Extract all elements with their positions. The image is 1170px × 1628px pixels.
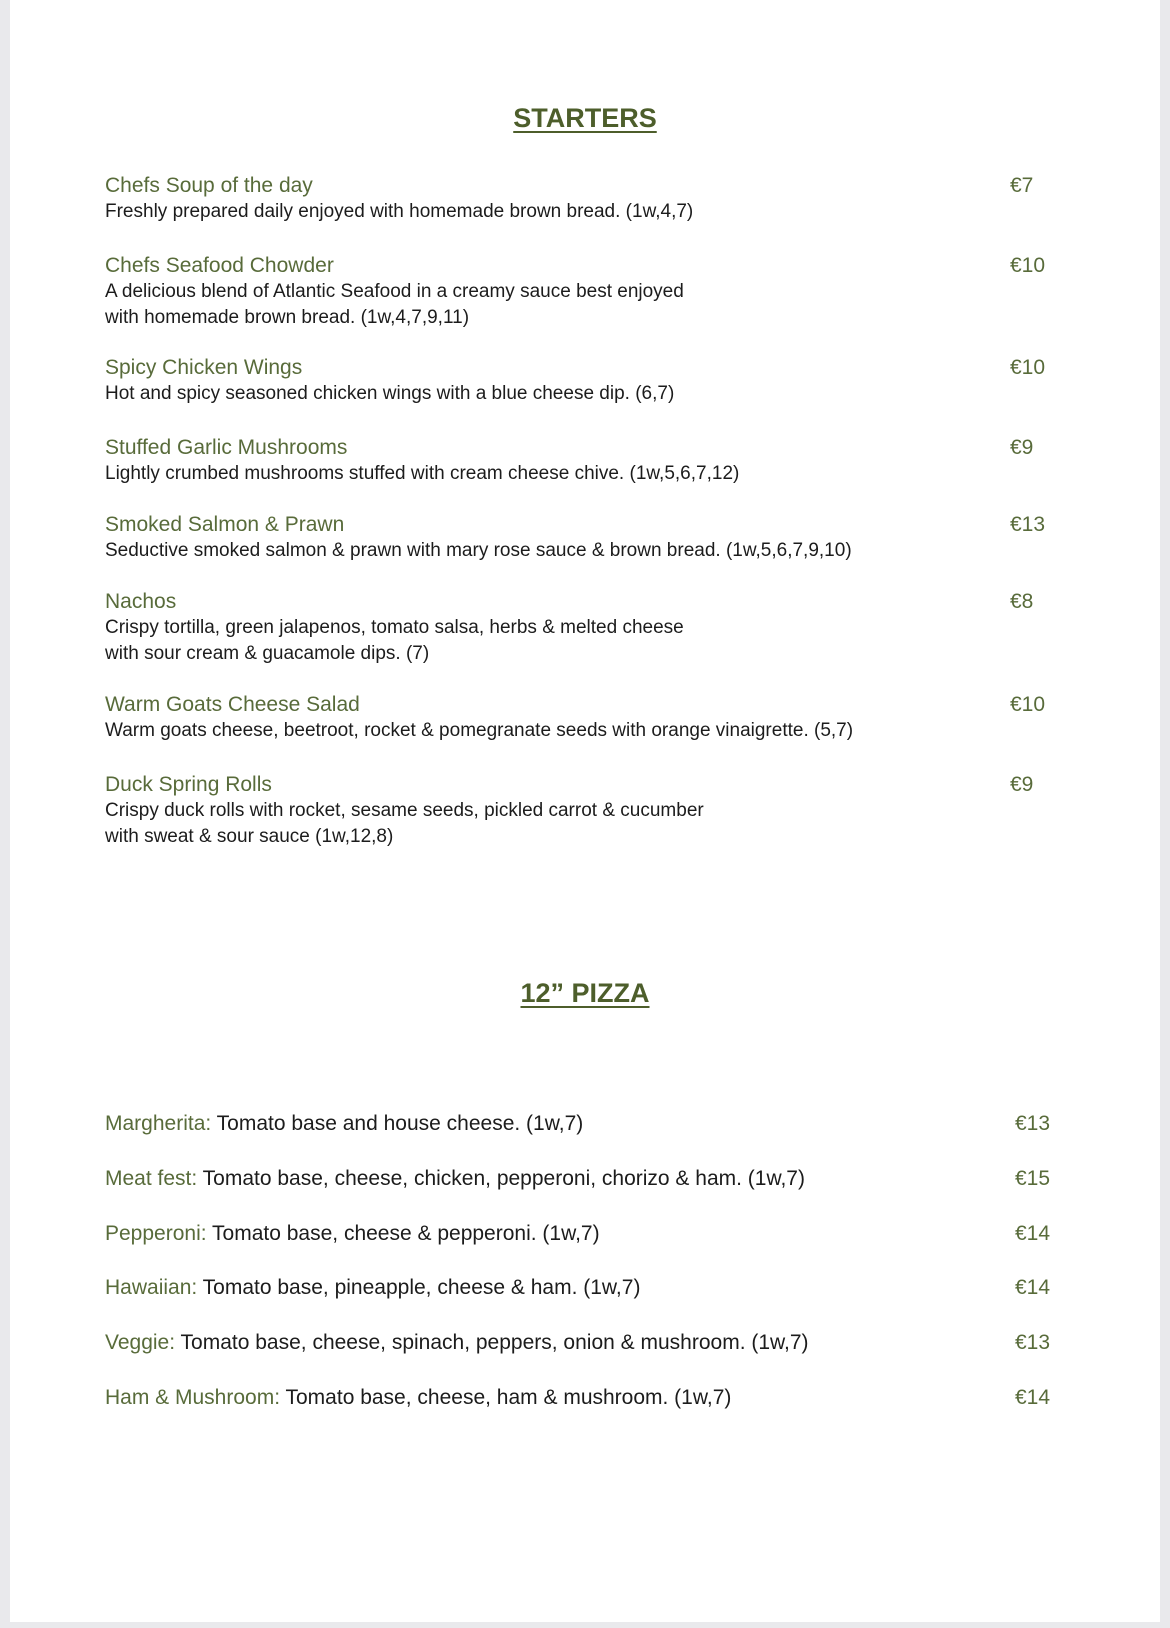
pizza-name: Hawaiian:	[105, 1276, 198, 1299]
starter-price: €10	[1010, 693, 1046, 716]
starters-heading: STARTERS	[513, 103, 657, 133]
pizza-name: Ham & Mushroom:	[105, 1386, 281, 1409]
starter-name: Smoked Salmon & Prawn	[105, 513, 345, 536]
starter-name: Chefs Soup of the day	[105, 174, 313, 197]
starter-name: Chefs Seafood Chowder	[105, 254, 334, 277]
pizza-item	[105, 1274, 1005, 1302]
pizza-price: €14	[1015, 1386, 1051, 1409]
pizza-item	[105, 1165, 1005, 1193]
starter-price: €13	[1010, 513, 1046, 536]
starter-desc: Hot and spicy seasoned chicken wings with a blue cheese dip. (6,7)	[105, 383, 675, 404]
starter-name: Spicy Chicken Wings	[105, 356, 303, 379]
starter-item	[105, 435, 1105, 487]
pizza-desc: Tomato base, pineapple, cheese & ham. (1w,7)	[197, 1276, 641, 1299]
pizza-item	[105, 1329, 1005, 1357]
pizza-price: €13	[1015, 1331, 1051, 1354]
starter-name: Nachos	[105, 590, 177, 613]
starter-item	[105, 355, 1105, 407]
pizza-price: €13	[1015, 1112, 1051, 1135]
pizza-desc: Tomato base, cheese & pepperoni. (1w,7)	[206, 1222, 600, 1245]
starter-item	[105, 589, 1105, 667]
starter-desc: Warm goats cheese, beetroot, rocket & pomegranate seeds with orange vinaigrette. (5,7)	[105, 720, 854, 741]
pizza-name: Meat fest:	[105, 1167, 198, 1190]
starter-item	[105, 772, 1105, 850]
starter-price: €7	[1010, 174, 1034, 197]
pizza-item	[105, 1384, 1005, 1412]
pizza-name: Pepperoni:	[105, 1222, 207, 1245]
pizza-desc: Tomato base, cheese, chicken, pepperoni, chorizo & ham. (1w,7)	[197, 1167, 805, 1190]
pizza-price: €14	[1015, 1276, 1051, 1299]
starter-name: Stuffed Garlic Mushrooms	[105, 436, 348, 459]
starter-item	[105, 512, 1105, 564]
pizza-heading: 12” PIZZA	[520, 978, 650, 1008]
starter-desc: Freshly prepared daily enjoyed with homemade brown bread. (1w,4,7)	[105, 201, 694, 222]
starter-item	[105, 173, 1105, 225]
pizza-desc: Tomato base, cheese, ham & mushroom. (1w,7)	[280, 1386, 732, 1409]
starter-desc: Lightly crumbed mushrooms stuffed with cream cheese chive. (1w,5,6,7,12)	[105, 463, 740, 484]
pizza-name: Veggie:	[105, 1331, 176, 1354]
pizza-item	[105, 1220, 1005, 1248]
starter-price: €10	[1010, 254, 1046, 277]
starter-name: Warm Goats Cheese Salad	[105, 693, 360, 716]
starter-desc: Crispy duck rolls with rocket, sesame seeds, pickled carrot & cucumber with sweat & sour sauce (1w,12,8)	[105, 800, 704, 847]
starter-price: €8	[1010, 590, 1034, 613]
starter-desc: Crispy tortilla, green jalapenos, tomato salsa, herbs & melted cheese with sour cream & guacamole dips. (7)	[105, 617, 684, 664]
starter-name: Duck Spring Rolls	[105, 773, 272, 796]
starter-price: €10	[1010, 356, 1046, 379]
starter-price: €9	[1010, 773, 1034, 796]
pizza-desc: Tomato base and house cheese. (1w,7)	[211, 1112, 584, 1135]
pizza-price: €15	[1015, 1167, 1051, 1190]
starter-desc: A delicious blend of Atlantic Seafood in a creamy sauce best enjoyed with homemade brown bread. (1w,4,7,9,11)	[105, 281, 684, 328]
menu-page	[10, 0, 1160, 1622]
starter-item	[105, 253, 1105, 331]
starter-item	[105, 692, 1105, 744]
starter-price: €9	[1010, 436, 1034, 459]
pizza-price: €14	[1015, 1222, 1051, 1245]
starter-desc: Seductive smoked salmon & prawn with mary rose sauce & brown bread. (1w,5,6,7,9,10)	[105, 540, 852, 561]
pizza-name: Margherita:	[105, 1112, 212, 1135]
pizza-desc: Tomato base, cheese, spinach, peppers, onion & mushroom. (1w,7)	[175, 1331, 809, 1354]
pizza-item	[105, 1110, 1005, 1138]
